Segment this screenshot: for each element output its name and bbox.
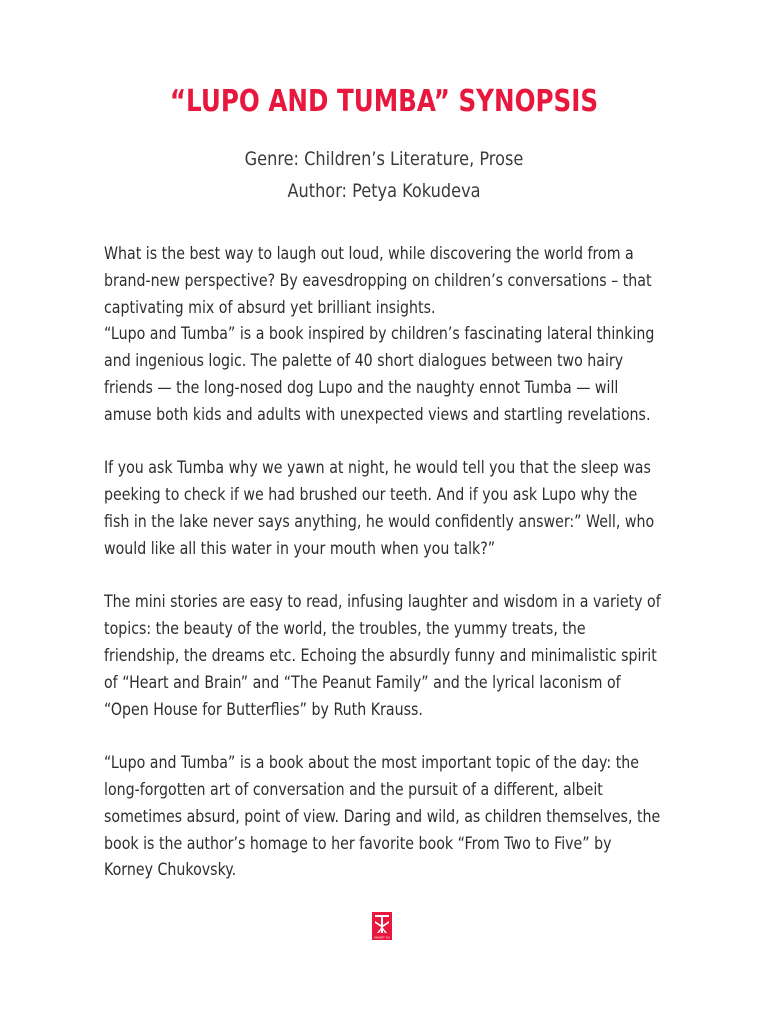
paragraph-gap bbox=[104, 723, 724, 750]
author-line: Author: Petya Kokudeva bbox=[287, 180, 481, 202]
paragraph-examples: If you ask Tumba why we yawn at night, he would tell you that the sleep was peeking to check if we had brushed our teeth. And if you ask Lupo why the fish in the lake never says anything, he would confidently answer:” Well, who would like all this water in your mouth when you talk?” bbox=[104, 458, 655, 558]
paragraph-intro: What is the best way to laugh out loud, while discovering the world from a brand-new perspective? By eavesdropping on children’s conversations – that captivating mix of absurd yet brilliant insights. bbox=[104, 244, 652, 317]
document-title: “LUPO AND TUMBA” SYNOPSIS bbox=[169, 84, 599, 119]
paragraph-gap bbox=[104, 429, 724, 456]
paragraph-gap bbox=[104, 563, 724, 590]
paragraph-topics: The mini stories are easy to read, infusing laughter and wisdom in a variety of topics: the beauty of the world, the troubles, the yummy treats, the friendship, the dreams etc. Echoing the absurdly funny and minimalistic spirit of “Heart and Brain” and “The Peanut Family” and the lyrical laconism of “Open House for Butterflies” by Ruth Krauss. bbox=[104, 592, 661, 719]
logo-caption: МАКЕТ 43 bbox=[374, 935, 390, 940]
publisher-logo-icon bbox=[372, 912, 392, 940]
synopsis-body bbox=[104, 241, 724, 884]
genre-line: Genre: Children’s Literature, Prose bbox=[244, 148, 524, 170]
publisher-logo bbox=[372, 912, 392, 940]
paragraph-conclusion: “Lupo and Tumba” is a book about the most important topic of the day: the long-forgotten art of conversation and the pursuit of a different, albeit sometimes absurd, point of view. Daring and wild, as children themselves, the book is the author’s homage to her favorite book “From Two to Five” by Korney Chukovsky. bbox=[104, 753, 661, 880]
paragraph-book-description: “Lupo and Tumba” is a book inspired by children’s fascinating lateral thinking and ingenious logic. The palette of 40 short dialogues between two hairy friends — the long-nosed dog Lupo and the naughty ennot Tumba — will amuse both kids and adults with unexpected views and startling revelations. bbox=[104, 324, 655, 424]
